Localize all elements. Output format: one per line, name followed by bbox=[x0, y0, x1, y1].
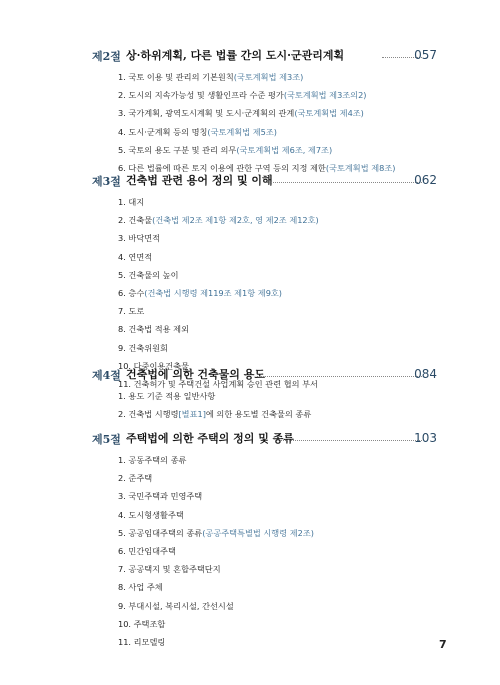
item-reference: (국토계획법 제4조) bbox=[294, 108, 364, 119]
item-reference: (건축법 시행령 제119조 제1항 제9호) bbox=[144, 287, 283, 298]
item-number: 3. bbox=[118, 491, 126, 502]
toc-section bbox=[92, 431, 437, 647]
item-number: 1. bbox=[118, 455, 126, 465]
toc-item[interactable] bbox=[118, 451, 438, 469]
item-number: 1. bbox=[118, 197, 126, 207]
section-heading[interactable] bbox=[92, 48, 437, 66]
item-text: 도로 bbox=[128, 306, 145, 317]
item-number: 3. bbox=[118, 233, 126, 244]
item-number: 8. bbox=[118, 582, 126, 593]
item-list bbox=[118, 451, 438, 651]
item-reference: (국토계획법 제3조) bbox=[233, 72, 304, 82]
toc-item[interactable] bbox=[118, 211, 438, 229]
item-text: 국토의 용도 구분 및 관리 의무 bbox=[128, 144, 237, 155]
item-text: 리모델링 bbox=[133, 636, 166, 647]
section-heading[interactable] bbox=[92, 173, 437, 191]
item-text: 연면적 bbox=[128, 251, 153, 262]
toc-item[interactable] bbox=[118, 542, 438, 560]
item-number: 8. bbox=[118, 324, 126, 335]
item-number: 5. bbox=[118, 269, 126, 280]
item-number: 5. bbox=[118, 527, 126, 538]
item-number: 7. bbox=[118, 306, 126, 317]
item-number: 5. bbox=[118, 144, 126, 155]
toc-item[interactable] bbox=[118, 524, 438, 542]
toc-item[interactable] bbox=[118, 597, 438, 615]
item-text: 다중이용건축물 bbox=[133, 360, 190, 371]
item-text: 공동주택의 종류 bbox=[128, 455, 187, 465]
item-text: 부대시설, 복리시설, 간선시설 bbox=[128, 600, 234, 611]
item-number: 2. bbox=[118, 409, 126, 420]
item-number: 2. bbox=[118, 473, 126, 484]
item-text: 준주택 bbox=[128, 473, 153, 484]
dot-leader bbox=[257, 376, 422, 377]
toc-item[interactable] bbox=[118, 405, 438, 423]
item-text: 공공임대주택의 종류 bbox=[128, 527, 203, 538]
item-number: 1. bbox=[118, 72, 126, 82]
toc-item[interactable] bbox=[118, 469, 438, 487]
toc-item[interactable] bbox=[118, 302, 438, 320]
item-number: 9. bbox=[118, 600, 126, 611]
toc-item[interactable] bbox=[118, 560, 438, 578]
item-number: 10. bbox=[118, 618, 132, 629]
item-text: 층수 bbox=[128, 287, 145, 298]
item-reference: (공공주택특별법 시행령 제2조) bbox=[202, 527, 314, 538]
toc-section bbox=[92, 367, 437, 420]
section-page-number: 062 bbox=[414, 173, 437, 187]
item-reference: (국토계획법 제3조의2) bbox=[283, 90, 367, 101]
item-number: 4. bbox=[118, 251, 126, 262]
item-text: 건축허가 및 주택건설 사업계획 승인 관련 협의 부서 bbox=[133, 378, 318, 389]
item-text: 국민주택과 민영주택 bbox=[128, 491, 203, 502]
item-number: 6. bbox=[118, 287, 126, 298]
item-number: 2. bbox=[118, 90, 126, 101]
item-reference: (국토계획법 제6조, 제7조) bbox=[236, 144, 333, 155]
section-heading[interactable] bbox=[92, 431, 437, 449]
item-text: 도시·군계획 등의 명칭 bbox=[128, 126, 208, 137]
item-number: 1. bbox=[118, 391, 126, 401]
item-text: 국토 이용 및 관리의 기본원칙 bbox=[128, 72, 234, 82]
item-reference: [별표1] bbox=[178, 409, 206, 420]
item-text: 건축물의 높이 bbox=[128, 269, 179, 280]
dot-leader bbox=[280, 440, 422, 441]
section-title: 건축법 관련 용어 정의 및 이해 bbox=[126, 174, 273, 187]
toc-item[interactable] bbox=[118, 615, 438, 633]
item-number: 7. bbox=[118, 564, 126, 575]
section-page-number: 057 bbox=[414, 48, 437, 62]
toc-item[interactable] bbox=[118, 633, 438, 651]
item-reference: (건축법 제2조 제1항 제2호, 영 제2조 제12호) bbox=[152, 215, 319, 226]
toc-item[interactable] bbox=[118, 104, 438, 122]
section-title: 상·하위계획, 다른 법률 간의 도시·군관리계획 bbox=[126, 49, 345, 62]
toc-item[interactable] bbox=[118, 578, 438, 596]
item-number: 4. bbox=[118, 509, 126, 520]
toc-item[interactable] bbox=[118, 487, 438, 505]
toc-item[interactable] bbox=[118, 284, 438, 302]
page-number: 7 bbox=[439, 638, 447, 651]
item-number: 9. bbox=[118, 342, 126, 353]
item-list bbox=[118, 68, 438, 177]
item-text: 공공택지 및 혼합주택단지 bbox=[128, 564, 221, 575]
toc-item[interactable] bbox=[118, 68, 438, 86]
item-number: 6. bbox=[118, 545, 126, 556]
toc-item[interactable] bbox=[118, 248, 438, 266]
toc-item[interactable] bbox=[118, 229, 438, 247]
item-number: 10. bbox=[118, 360, 132, 371]
item-number: 6. bbox=[118, 162, 126, 173]
toc-item[interactable] bbox=[118, 123, 438, 141]
item-text: 건축물 bbox=[128, 215, 153, 226]
toc-item[interactable] bbox=[118, 387, 438, 405]
toc-item[interactable] bbox=[118, 339, 438, 357]
dot-leader bbox=[267, 182, 422, 183]
item-text: 민간임대주택 bbox=[128, 545, 176, 556]
toc-item[interactable] bbox=[118, 86, 438, 104]
section-title: 주택법에 의한 주택의 정의 및 종류 bbox=[126, 432, 294, 445]
toc-item[interactable] bbox=[118, 193, 438, 211]
chapter-label: 제4절 bbox=[92, 369, 121, 382]
section-title: 건축법에 의한 건축물의 용도 bbox=[126, 368, 265, 381]
item-text: 도시형생활주택 bbox=[128, 509, 184, 520]
item-list bbox=[118, 193, 438, 393]
section-page-number: 103 bbox=[414, 431, 437, 445]
toc-item[interactable] bbox=[118, 506, 438, 524]
item-reference: (국토계획법 제8조) bbox=[325, 162, 396, 173]
item-text: 건축법 적용 제외 bbox=[128, 324, 189, 335]
toc-item[interactable] bbox=[118, 320, 438, 338]
item-text: 건축법 시행령 bbox=[128, 409, 179, 420]
item-text: 주택조합 bbox=[133, 618, 166, 629]
chapter-label: 제5절 bbox=[92, 433, 121, 446]
item-text: 도시의 지속가능성 및 생활인프라 수준 평가 bbox=[128, 90, 284, 101]
item-text: 국가계획, 광역도시계획 및 도시·군계획의 관계 bbox=[128, 108, 295, 119]
item-number: 11. bbox=[118, 378, 132, 389]
item-text: 용도 기준 적용 일반사항 bbox=[128, 391, 216, 401]
item-number: 3. bbox=[118, 108, 126, 119]
chapter-label: 제2절 bbox=[92, 50, 121, 63]
item-text-suffix: 에 의한 용도별 건축물의 종류 bbox=[205, 409, 312, 420]
section-heading[interactable] bbox=[92, 367, 437, 385]
item-text: 바닥면적 bbox=[128, 233, 161, 244]
item-number: 11. bbox=[118, 636, 132, 647]
toc-item[interactable] bbox=[118, 266, 438, 284]
item-text: 다른 법률에 따른 토지 이용에 관한 구역 등의 지정 제한 bbox=[128, 162, 326, 173]
item-text: 건축위원회 bbox=[128, 342, 168, 353]
item-list bbox=[118, 387, 438, 423]
item-text: 사업 주체 bbox=[128, 582, 163, 593]
toc-item[interactable] bbox=[118, 141, 438, 159]
item-number: 4. bbox=[118, 126, 126, 137]
section-page-number: 084 bbox=[414, 367, 437, 381]
item-number: 2. bbox=[118, 215, 126, 226]
chapter-label: 제3절 bbox=[92, 175, 121, 188]
toc-section bbox=[92, 48, 437, 173]
item-text: 대지 bbox=[128, 197, 145, 207]
item-reference: (국토계획법 제5조) bbox=[207, 126, 277, 137]
